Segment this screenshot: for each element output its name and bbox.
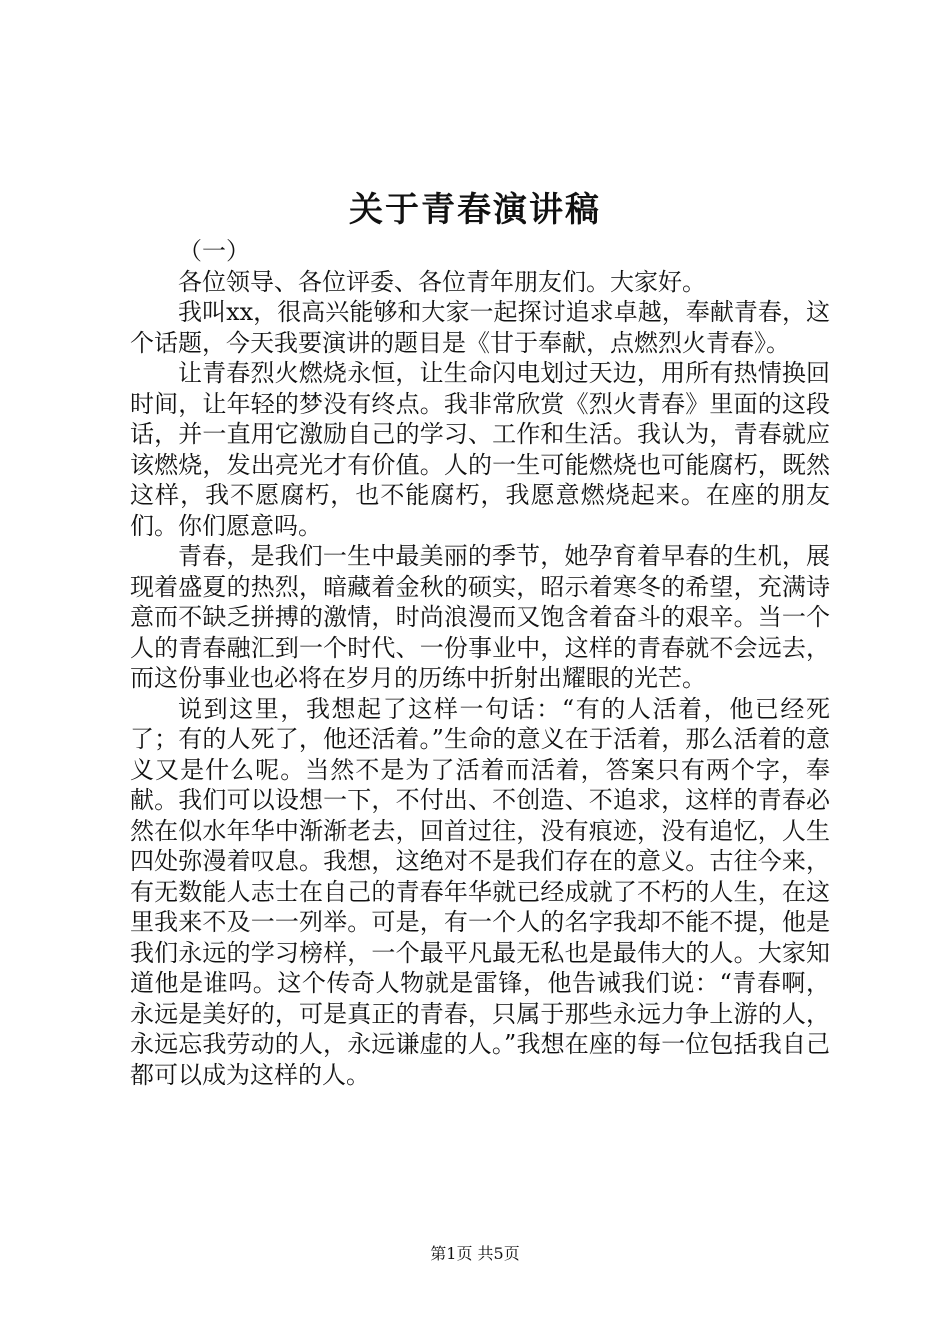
page-footer: 第1页 共5页: [430, 1244, 520, 1263]
document-title: 关于青春演讲稿: [349, 190, 601, 230]
body-paragraph: 说到这里，我想起了这样一句话：“有的人活着，他已经死了；有的人死了，他还活着。”生命的意义在于活着，那么活着的意义又是什么呢。当然不是为了活着而活着，答案只有两个字，奉献。我们可以设想一下，不付出、不创造、不追求，这样的青春必然在似水年华中渐渐老去，回首过往，没有痕迹，没有追忆，人生四处弥漫着叹息。我想，这绝对不是我们存在的意义。古往今来，有无数能人志士在自己的青春年华就已经成就了不朽的人生，在这里我来不及一一列举。可是，有一个人的名字我却不能不提，他是我们永远的学习榜样，一个最平凡最无私也是最伟大的人。大家知道他是谁吗。这个传奇人物就是雷锋，他告诫我们说：“青春啊，永远是美好的，可是真正的青春，只属于那些永远力争上游的人，永远忘我劳动的人，永远谦虚的人。”我想在座的每一位包括我自己都可以成为这样的人。: [130, 694, 830, 1089]
document-body: [130, 236, 830, 1090]
body-paragraph: 青春，是我们一生中最美丽的季节，她孕育着早春的生机，展现着盛夏的热烈，暗藏着金秋的硕实，昭示着寒冬的希望，充满诗意而不缺乏拼搏的激情，时尚浪漫而又饱含着奋斗的艰辛。当一个人的青春融汇到一个时代、一份事业中，这样的青春就不会远去，而这份事业也必将在岁月的历练中折射出耀眼的光芒。: [130, 542, 830, 692]
body-paragraph: 让青春烈火燃烧永恒，让生命闪电划过天边，用所有热情换回时间，让年轻的梦没有终点。我非常欣赏《烈火青春》里面的这段话，并一直用它激励自己的学习、工作和生活。我认为，青春就应该燃烧，发出亮光才有价值。人的一生可能燃烧也可能腐朽，既然这样，我不愿腐朽，也不能腐朽，我愿意燃烧起来。在座的朋友们。你们愿意吗。: [130, 359, 830, 540]
greeting-paragraph: 各位领导、各位评委、各位青年朋友们。大家好。: [178, 267, 706, 296]
body-paragraph: 我叫xx，很高兴能够和大家一起探讨追求卓越，奉献青春，这个话题，今天我要演讲的题目是《甘于奉献，点燃烈火青春》。: [130, 298, 830, 357]
section-number: （一）: [178, 237, 250, 265]
